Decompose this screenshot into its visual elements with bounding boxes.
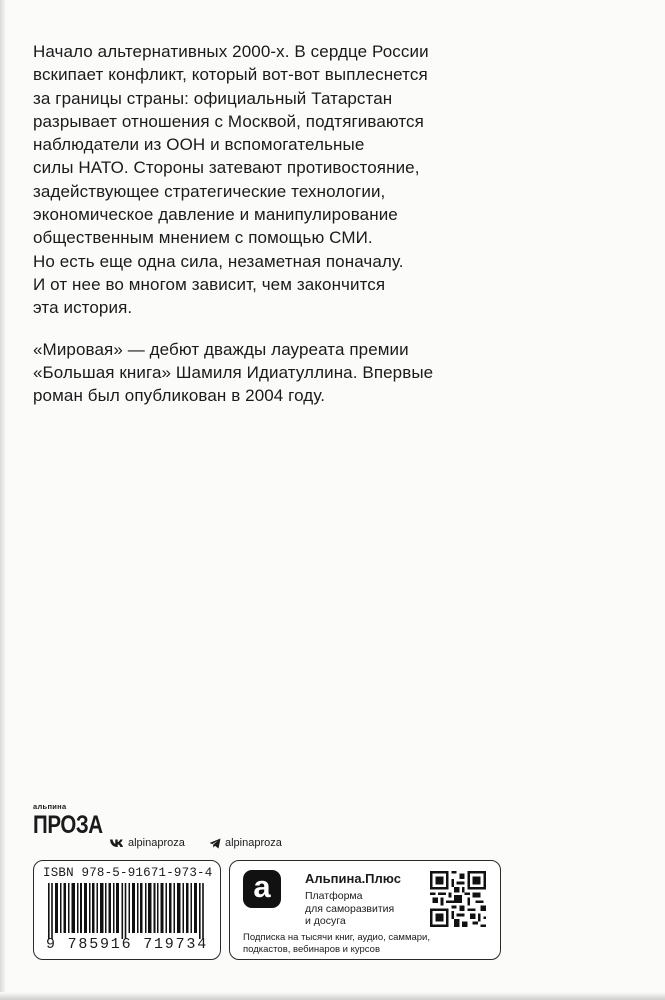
blurb-line: разрывает отношения с Москвой, подтягиваются [33, 111, 424, 131]
vk-handle: alpinaproza [128, 837, 185, 849]
blurb-line: «Большая книга» Шамиля Идиатуллина. Впервые [33, 362, 434, 382]
telegram-handle: alpinaproza [225, 837, 282, 849]
promo-footer-line: подкастов, вебинаров и курсов [243, 943, 380, 955]
telegram-icon [209, 838, 221, 849]
barcode-icon [48, 883, 206, 939]
blurb-line: задействующее стратегические технологии, [33, 181, 386, 201]
promo-subtitle-line: и досуга [305, 915, 346, 927]
blurb-paragraph-1 [33, 40, 633, 320]
isbn-barcode-box [33, 860, 221, 960]
blurb-line: силы НАТО. Стороны затевают противостояние, [33, 158, 420, 178]
vk-link[interactable] [110, 837, 185, 849]
blurb-line: роман был опубликован в 2004 году. [33, 386, 326, 406]
alpina-plus-app-icon: a [243, 870, 281, 908]
promo-title: Альпина.Плюс [305, 871, 401, 886]
vk-icon [110, 839, 124, 848]
publisher-small-label: альпина [33, 802, 67, 811]
publisher-logo [33, 802, 118, 839]
cover-bottom-edge [0, 992, 665, 1000]
isbn-digits: 9 785916 719734 [45, 936, 209, 953]
blurb-line: за границы страны: официальный Татарстан [33, 88, 393, 108]
blurb-line: вскипает конфликт, который вот-вот выплеснется [33, 65, 428, 85]
promo-footer-line: Подписка на тысячи книг, аудио, саммари, [243, 932, 430, 943]
isbn-label: ISBN 978-5-91671-973-4 [43, 866, 213, 880]
blurb-line: эта история. [33, 298, 133, 318]
promo-subtitle-line: для саморазвития [305, 902, 395, 915]
telegram-link[interactable] [209, 837, 282, 849]
blurb-line: Но есть еще одна сила, незаметная поначалу. [33, 251, 404, 271]
cover-left-edge [0, 0, 6, 1000]
promo-subtitle [305, 890, 394, 928]
alpina-plus-promo[interactable] [229, 860, 501, 960]
qr-code-icon[interactable] [430, 871, 486, 927]
blurb-line: наблюдатели из ООН и вспомогательные [33, 135, 365, 155]
blurb-line: «Мировая» — дебют дважды лауреата премии [33, 339, 409, 359]
promo-subtitle-line: Платформа [305, 890, 363, 902]
blurb-paragraph-2 [33, 338, 633, 408]
book-blurb [33, 40, 633, 425]
publisher-logo-text: ПРОЗА [33, 811, 103, 839]
blurb-line: Начало альтернативных 2000-х. В сердце России [33, 42, 429, 61]
blurb-line: И от нее во многом зависит, чем закончится [33, 274, 386, 294]
promo-footer [243, 932, 430, 955]
blurb-line: экономическое давление и манипулирование [33, 205, 398, 225]
blurb-line: общественным мнением с помощью СМИ. [33, 228, 373, 248]
